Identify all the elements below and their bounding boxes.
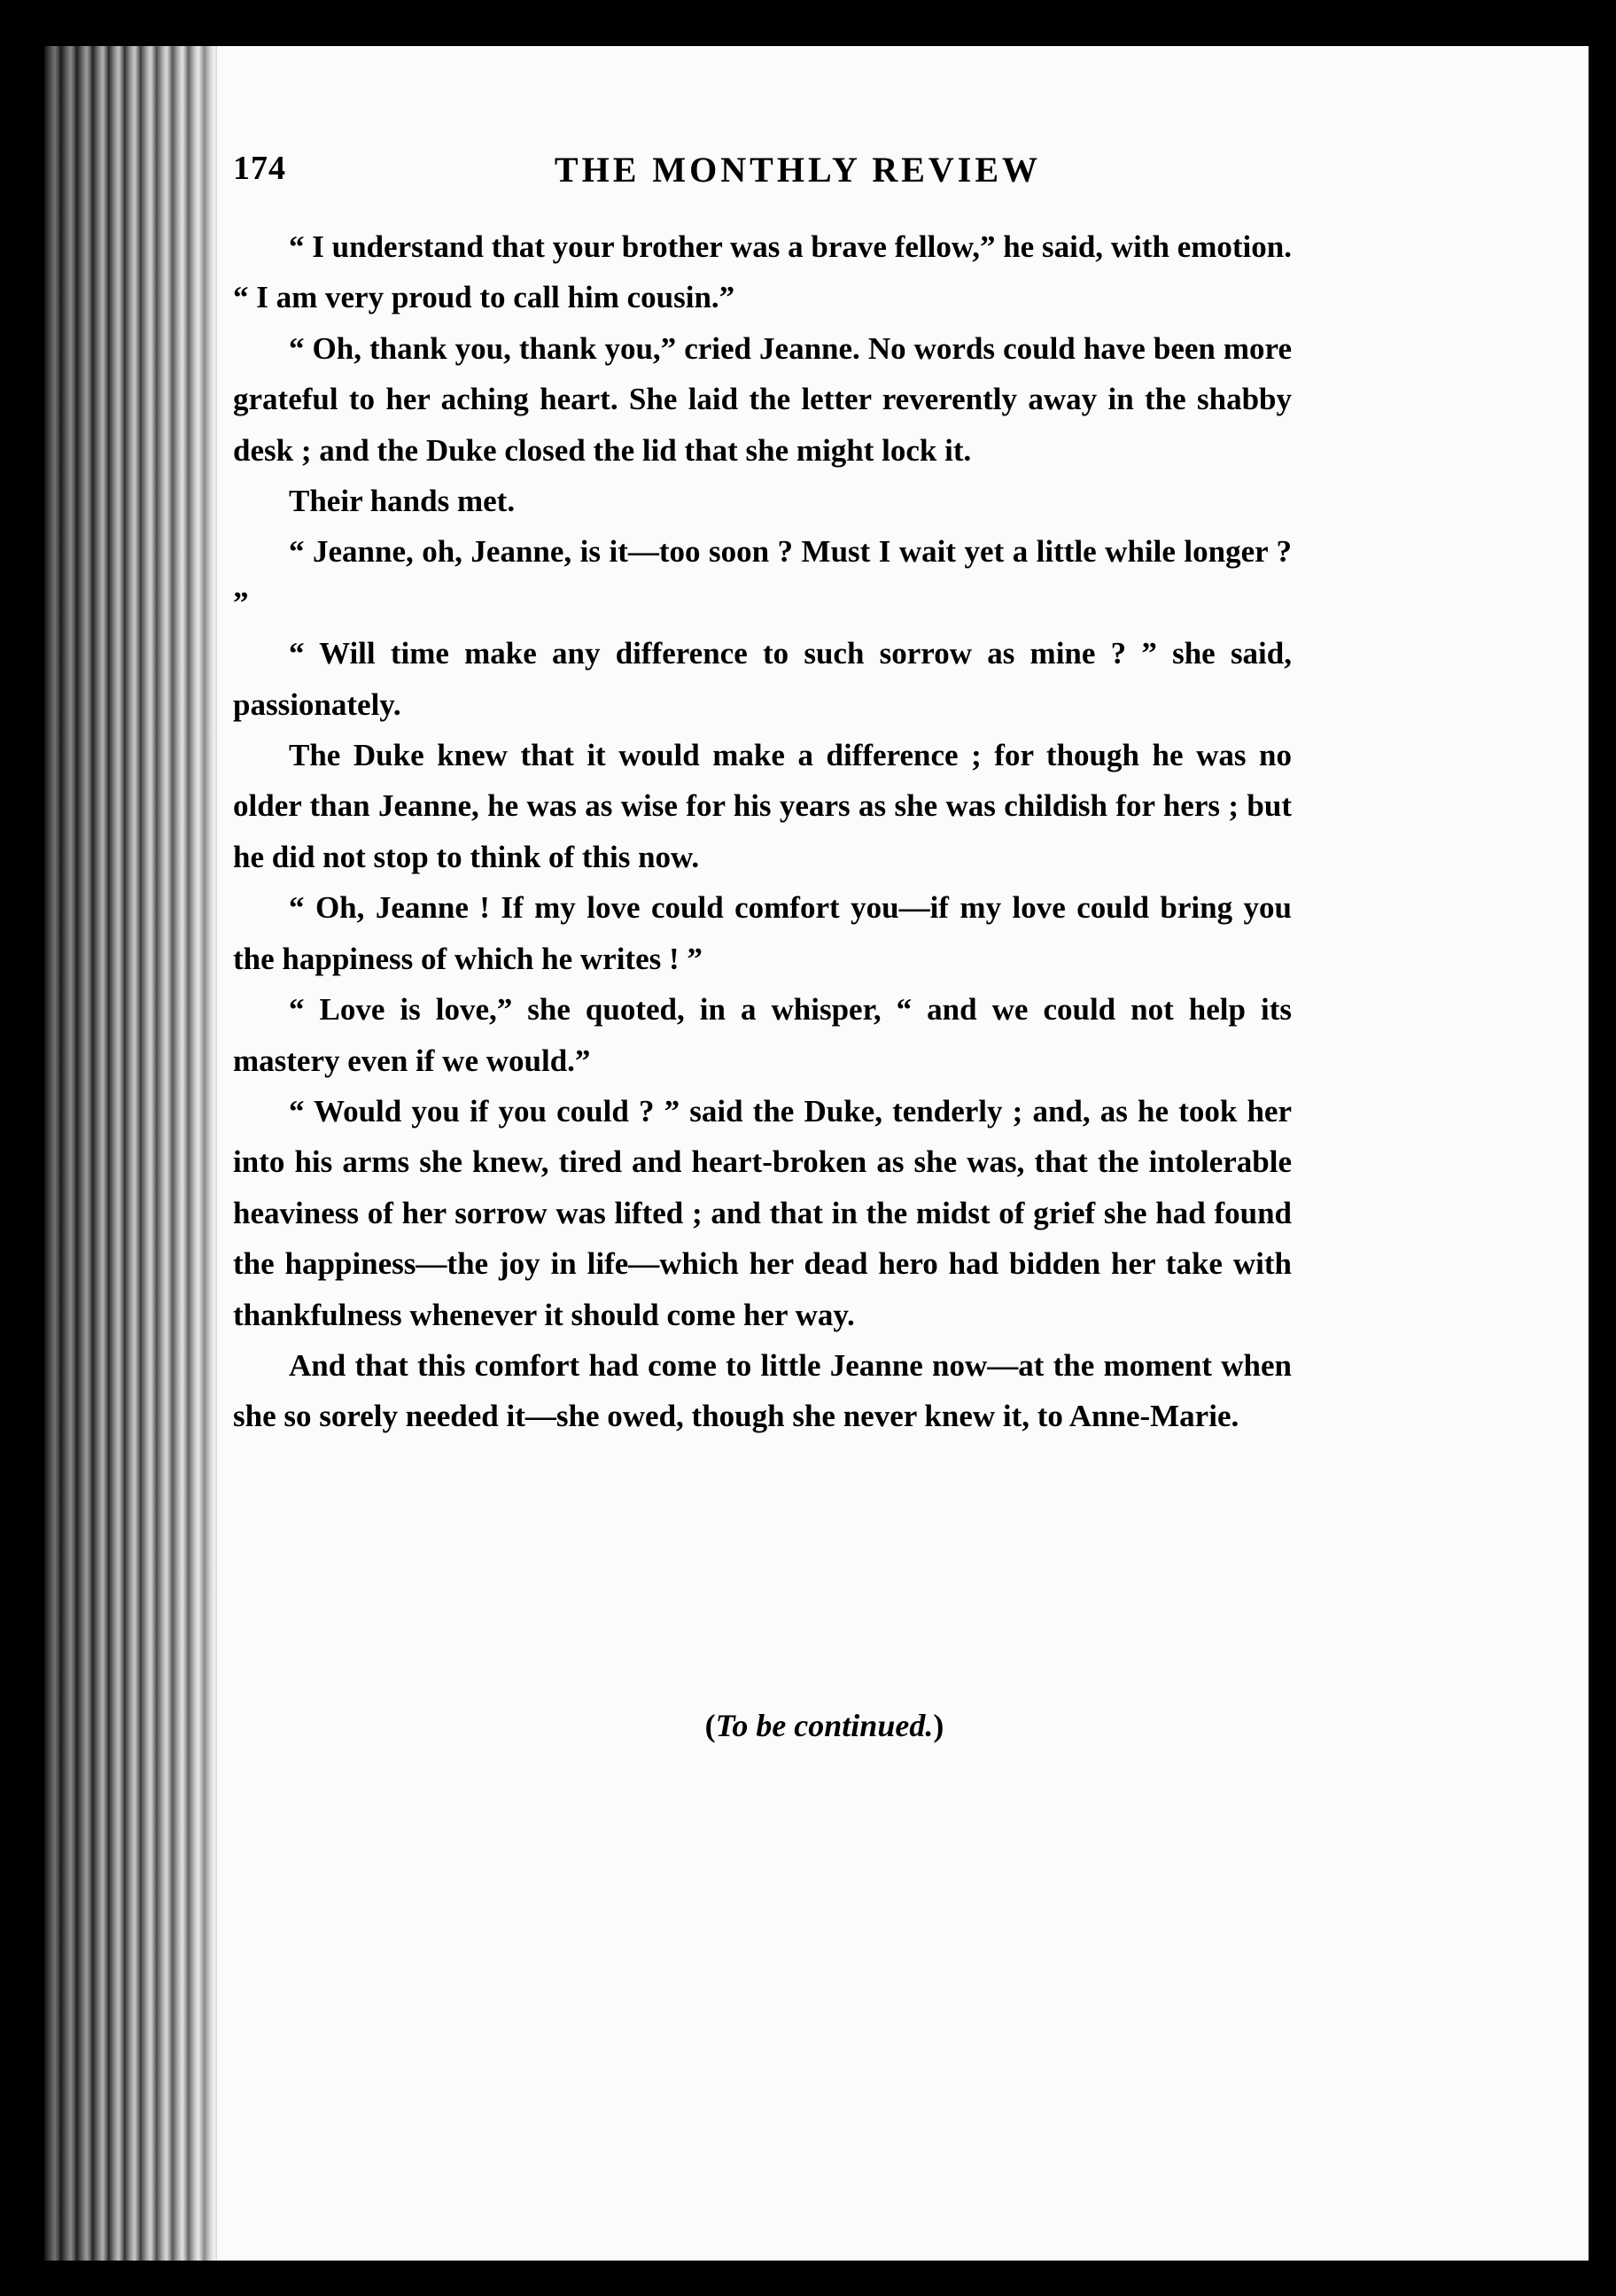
page-number: 174 — [233, 150, 286, 187]
continued-text: To be continued. — [715, 1708, 934, 1743]
open-paren: ( — [704, 1708, 716, 1743]
journal-title: THE MONTHLY REVIEW — [554, 150, 1042, 190]
paragraph: “ Oh, thank you, thank you,” cried Jeanne. No words could have been more grateful to her aching heart. She laid the letter reverently away in the shabby desk ; and the Duke closed the lid that she might lock it. — [233, 330, 1292, 468]
paragraph: “ Will time make any difference to such sorrow as mine ? ” she said, passionately. — [233, 636, 1292, 722]
to-be-continued-note — [233, 1707, 1292, 1744]
body-text — [233, 221, 1292, 1442]
paragraph: “ Jeanne, oh, Jeanne, is it—too soon ? Must I wait yet a little while longer ? ” — [233, 534, 1292, 620]
book-page-edges — [44, 46, 217, 2261]
paragraph: “ I understand that your brother was a brave fellow,” he said, with emotion. “ I am very proud to call him cousin.” — [233, 229, 1292, 315]
paragraph: Their hands met. — [289, 484, 516, 519]
paragraph: “ Love is love,” she quoted, in a whisper, “ and we could not help its mastery even if we would.” — [233, 992, 1292, 1078]
paragraph: “ Oh, Jeanne ! If my love could comfort you—if my love could bring you the happiness of which he writes ! ” — [233, 890, 1292, 976]
running-head — [233, 149, 1292, 202]
close-paren: ) — [933, 1708, 944, 1743]
paragraph: “ Would you if you could ? ” said the Duke, tenderly ; and, as he took her into his arms she knew, tired and heart-broken as she was, that the intolerable heaviness of her sorrow was lifted ; and that in the midst of grief she had found the happiness—the joy in life—which her dead hero had bidden her take with thankfulness whenever it should come her way. — [233, 1093, 1292, 1332]
paragraph: The Duke knew that it would make a difference ; for though he was no older than Jeanne, he was as wise for his years as she was childish for hers ; but he did not stop to think of this now. — [233, 738, 1292, 874]
paragraph: And that this comfort had come to little Jeanne now—at the moment when she so sorely needed it—she owed, though she never knew it, to Anne-Marie. — [233, 1347, 1292, 1434]
